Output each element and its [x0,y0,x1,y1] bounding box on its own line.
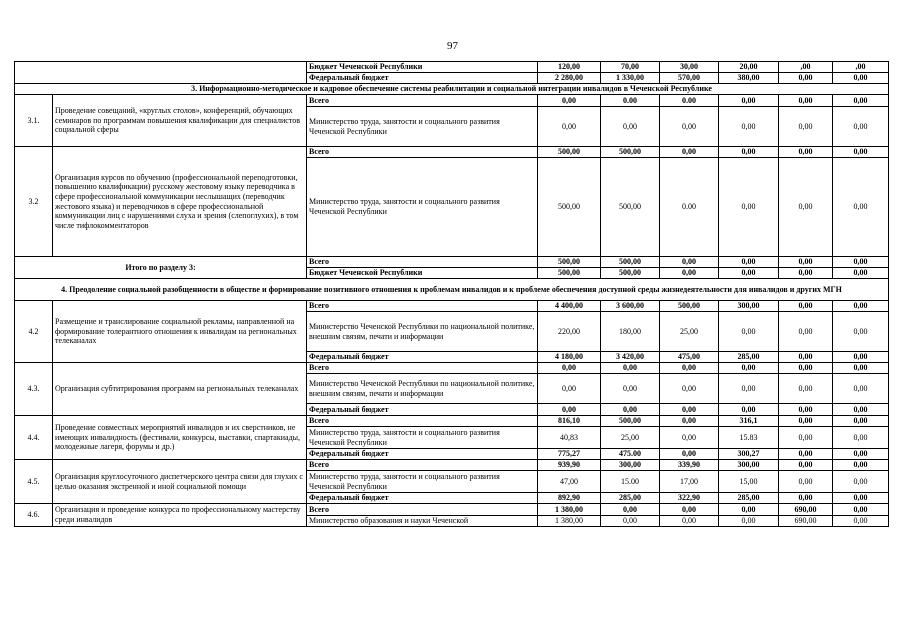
value-cell: 0,00 [833,107,889,147]
value-cell: 0,00 [538,374,601,404]
source-cell: Министерство труда, занятости и социального развития Чеченской Республики [307,107,538,147]
value-cell: 70,00 [601,62,660,73]
value-cell: 0,00 [601,404,660,416]
item-name: Размещение и транслирование социальной рекламы, направленной на формирование толерантного отношения к инвалидам на региональных телеканалах [53,301,307,363]
value-cell: 0,00 [660,404,719,416]
value-cell: 300,00 [719,301,779,312]
value-cell: 47,00 [538,471,601,493]
value-cell: 0,00 [719,374,779,404]
value-cell: 0,00 [833,352,889,363]
value-cell: 475,00 [660,352,719,363]
section-title: 4. Преодоление социальной разобщенности в обществе и формирование позитивного отношения к проблемам инвалидов и к проблеме обеспечения доступной среды жизнедеятельности для инвалидов и других МГН [15,279,889,301]
table-row [15,301,889,312]
total-row [15,257,889,268]
table-row [15,460,889,471]
value-cell: 0,00 [779,363,833,374]
value-cell: 0,00 [660,107,719,147]
value-cell: 0,00 [779,158,833,257]
value-cell: 0,00 [833,363,889,374]
value-cell: 0,00 [779,460,833,471]
value-cell: 0,00 [719,158,779,257]
source-cell: Федеральный бюджет [307,73,538,84]
value-cell: 300,27 [719,449,779,460]
value-cell: 0,00 [833,158,889,257]
source-cell: Министерство труда, занятости и социального развития Чеченской Республики [307,158,538,257]
page-number: 97 [447,40,458,52]
value-cell: 180,00 [601,312,660,352]
value-cell: 0,00 [779,268,833,279]
value-cell: 0,00 [779,416,833,427]
value-cell: 0,00 [660,427,719,449]
source-cell: Министерство труда, занятости и социального развития Чеченской Республики [307,471,538,493]
value-cell: 690,00 [779,504,833,516]
value-cell: 0,00 [779,301,833,312]
value-cell: 892,90 [538,493,601,504]
value-cell: 30,00 [660,62,719,73]
value-cell: 0,00 [833,147,889,158]
value-cell: 500,00 [601,416,660,427]
source-cell: Федеральный бюджет [307,404,538,416]
item-name: Проведение совместных мероприятий инвалидов и их сверстников, не имеющих инвалидность (фестивали, конкурсы, выставки, спартакиады, молодежные лагеря, форумы и др.) [53,416,307,460]
source-cell: Федеральный бюджет [307,449,538,460]
source-cell: Бюджет Чеченской Республики [307,268,538,279]
value-cell: 0,00 [779,427,833,449]
item-name: Организация и проведение конкурса по профессиональному мастерству среди инвалидов [53,504,307,527]
value-cell: 1 380,00 [538,516,601,527]
value-cell: 0,00 [660,374,719,404]
value-cell: 0,00 [601,107,660,147]
table-row [15,504,889,516]
value-cell: 816,10 [538,416,601,427]
value-cell: 17,00 [660,471,719,493]
value-cell: 339,90 [660,460,719,471]
value-cell: 0,00 [833,449,889,460]
source-cell: Всего [307,147,538,158]
value-cell: 0,00 [833,493,889,504]
item-number: 4.2 [15,301,53,363]
section-title: 3. Информационно-методическое и кадровое обеспечение системы реабилитации и социальной интеграции инвалидов в Чеченской Республике [15,84,889,95]
value-cell: 285,00 [719,493,779,504]
source-cell: Федеральный бюджет [307,352,538,363]
value-cell: 500,00 [538,257,601,268]
value-cell: 0,00 [779,449,833,460]
value-cell: 570,00 [660,73,719,84]
value-cell: 316,1 [719,416,779,427]
value-cell: 220,00 [538,312,601,352]
source-cell: Федеральный бюджет [307,493,538,504]
value-cell: 0,00 [833,73,889,84]
value-cell: 0,00 [719,516,779,527]
value-cell: 0,00 [660,504,719,516]
value-cell: 322,90 [660,493,719,504]
value-cell: 0,00 [538,404,601,416]
value-cell: 475.00 [601,449,660,460]
value-cell: 0,00 [660,268,719,279]
value-cell: 0,00 [833,257,889,268]
value-cell: 0,00 [719,95,779,107]
value-cell: 285,00 [601,493,660,504]
value-cell: 500,00 [538,158,601,257]
value-cell: 0,00 [833,460,889,471]
item-name: Организация субтитрирования программ на региональных телеканалах [53,363,307,416]
value-cell: 0,00 [538,363,601,374]
value-cell: 4 180,00 [538,352,601,363]
value-cell: 0,00 [719,363,779,374]
source-cell: Всего [307,416,538,427]
value-cell: 4 400,00 [538,301,601,312]
table-row [15,62,889,73]
item-number: 3.2 [15,147,53,257]
value-cell: 0,00 [719,504,779,516]
value-cell: 300,00 [601,460,660,471]
value-cell: 15.83 [719,427,779,449]
value-cell: 0,00 [719,312,779,352]
value-cell: 0,00 [779,404,833,416]
value-cell: 0,00 [779,312,833,352]
value-cell: 0,00 [660,416,719,427]
source-cell: Министерство труда, занятости и социального развития Чеченской Республики [307,427,538,449]
source-cell: Всего [307,504,538,516]
value-cell: 15.00 [601,471,660,493]
value-cell: 0,00 [779,73,833,84]
source-cell: Министерство Чеченской Республики по национальной политике, внешним связям, печати и информации [307,312,538,352]
item-name: Организация курсов по обучению (профессиональной переподготовки, повышению квалификации) русскому жестовому языку переводчика в сфере профессиональной коммуникации неслышащих (переводчик жестового языка) и переводчиков в сфере профессиональной коммуникации лиц с нарушениями слуха и зрения (слепоглухих), в том числе тифлокомментаторов [53,147,307,257]
value-cell: 3 600,00 [601,301,660,312]
value-cell: 0.00 [601,95,660,107]
value-cell: 0,00 [779,107,833,147]
value-cell: 0,00 [833,301,889,312]
source-cell: Всего [307,363,538,374]
value-cell: 0,00 [719,147,779,158]
value-cell: 0,00 [779,471,833,493]
value-cell: 500,00 [538,147,601,158]
item-number: 3.1. [15,95,53,147]
source-cell: Всего [307,460,538,471]
value-cell: 25,00 [660,312,719,352]
item-number: 4.4. [15,416,53,460]
value-cell: 0,00 [719,404,779,416]
value-cell: 0,00 [833,95,889,107]
value-cell: 0,00 [601,504,660,516]
value-cell: 3 420,00 [601,352,660,363]
value-cell: 0,00 [660,363,719,374]
value-cell: 300,00 [719,460,779,471]
value-cell: 500,00 [538,268,601,279]
table-row [15,363,889,374]
item-number: 4.6. [15,504,53,527]
value-cell: 0,00 [833,504,889,516]
value-cell: 0,00 [660,516,719,527]
value-cell: 285,00 [719,352,779,363]
value-cell: 0,00 [779,374,833,404]
source-cell: Министерство образования и науки Чеченской [307,516,538,527]
value-cell: 0,00 [719,257,779,268]
value-cell: 1 330,00 [601,73,660,84]
value-cell: 0,00 [601,516,660,527]
source-cell: Бюджет Чеченской Республики [307,62,538,73]
value-cell: 0,00 [779,257,833,268]
value-cell: 0,00 [833,404,889,416]
value-cell: 500,00 [601,257,660,268]
value-cell: 0,00 [833,427,889,449]
item-name: Проведение совещаний, «круглых столов», конференций, обучающих семинаров по программам повышения квалификации для специалистов социальной сферы [53,95,307,147]
value-cell: 0,00 [833,268,889,279]
value-cell: 0.00 [660,158,719,257]
value-cell: 0,00 [719,107,779,147]
value-cell: 20,00 [719,62,779,73]
value-cell: 120,00 [538,62,601,73]
source-cell: Всего [307,257,538,268]
value-cell: 1 380,00 [538,504,601,516]
value-cell: 0,00 [719,268,779,279]
value-cell: ,00 [833,62,889,73]
value-cell: 0,00 [779,147,833,158]
value-cell: 0,00 [833,516,889,527]
value-cell: 0,00 [538,107,601,147]
value-cell: 0,00 [779,352,833,363]
section-header-row [15,279,889,301]
value-cell: 15,00 [719,471,779,493]
blank-cell [15,62,307,84]
value-cell: ,00 [779,62,833,73]
value-cell: 0.00 [660,95,719,107]
value-cell: 500,00 [601,147,660,158]
table-row [15,416,889,427]
value-cell: 0,00 [660,257,719,268]
section-header-row [15,84,889,95]
value-cell: 0,00 [660,449,719,460]
value-cell: 380,00 [719,73,779,84]
value-cell: 939,90 [538,460,601,471]
value-cell: 0,00 [660,147,719,158]
source-cell: Министерство Чеченской Республики по национальной политике, внешним связям, печати и информации [307,374,538,404]
table-body [15,62,889,527]
value-cell: 0,00 [779,95,833,107]
budget-table [14,61,889,527]
value-cell: 0,00 [833,471,889,493]
value-cell: 40,83 [538,427,601,449]
source-cell: Всего [307,95,538,107]
item-name: Организация круглосуточного диспетчерского центра связи для глухих с целью оказания экстренной и иной социальной помощи [53,460,307,504]
table-row [15,95,889,107]
item-number: 4.3. [15,363,53,416]
value-cell: 0,00 [779,493,833,504]
value-cell: 0,00 [538,95,601,107]
value-cell: 0,00 [833,312,889,352]
value-cell: 0,00 [601,363,660,374]
value-cell: 500,00 [660,301,719,312]
value-cell: 775,27 [538,449,601,460]
table-row [15,147,889,158]
value-cell: 500,00 [601,158,660,257]
section-total-label: Итого по разделу 3: [15,257,307,279]
value-cell: 0,00 [833,416,889,427]
source-cell: Всего [307,301,538,312]
value-cell: 0,00 [601,374,660,404]
value-cell: 25,00 [601,427,660,449]
value-cell: 690,00 [779,516,833,527]
value-cell: 2 280,00 [538,73,601,84]
value-cell: 0,00 [833,374,889,404]
value-cell: 500,00 [601,268,660,279]
item-number: 4.5. [15,460,53,504]
